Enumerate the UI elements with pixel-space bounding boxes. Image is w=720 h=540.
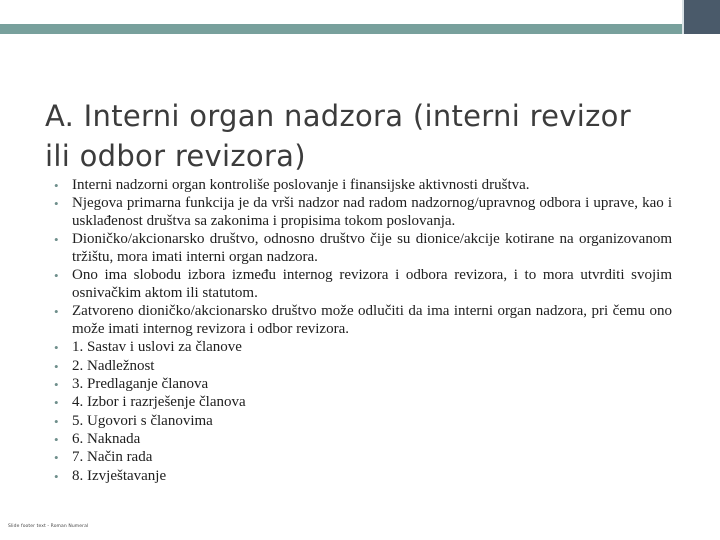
list-item-text: 5. Ugovori s članovima — [72, 412, 213, 429]
bullet-icon: • — [54, 376, 59, 392]
bullet-icon: • — [54, 232, 59, 248]
list-item — [52, 358, 672, 376]
list-item — [52, 431, 672, 449]
bullet-icon: • — [54, 450, 59, 466]
corner-divider — [682, 0, 684, 34]
list-item — [52, 413, 672, 431]
bullet-icon: • — [54, 432, 59, 448]
list-item-text: 2. Nadležnost — [72, 357, 155, 374]
bullet-icon: • — [54, 268, 59, 284]
list-item — [52, 376, 672, 394]
bullet-icon: • — [54, 468, 59, 484]
list-item-text: Dioničko/akcionarsko društvo, odnosno društvo čije su dionice/akcije kotirane na organizovanom tržištu, mora imati interni organ nadzora. — [72, 231, 672, 265]
list-item — [52, 339, 672, 357]
list-item-text: Interni nadzorni organ kontroliše poslovanje i finansijske aktivnosti društva. — [72, 176, 530, 193]
list-item — [52, 231, 672, 266]
slide-footer: Slide footer text - Roman Numeral — [8, 524, 89, 529]
bullet-list — [52, 176, 672, 485]
list-item-text: 8. Izvještavanje — [72, 467, 167, 484]
list-item-text: Njegova primarna funkcija je da vrši nadzor nad radom nadzornog/upravnog odbora i uprave, kao i usklađenost društva sa zakonima i propisima tokom poslovanja. — [72, 195, 672, 229]
list-item — [52, 303, 672, 338]
list-item-text: 3. Predlaganje članova — [72, 375, 209, 392]
list-item-text: 4. Izbor i razrješenje članova — [72, 394, 246, 411]
list-item — [52, 468, 672, 486]
slide-title: A. Interni organ nadzora (interni revizor ili odbor revizora) — [45, 99, 631, 173]
list-item — [52, 449, 672, 467]
list-item-text: 1. Sastav i uslovi za članove — [72, 339, 242, 356]
list-item — [52, 177, 672, 195]
bullet-icon: • — [54, 358, 59, 374]
list-item-text: Ono ima slobodu izbora između internog revizora i odbora revizora, i to mora utvrditi svojim osnivačkim aktom ili statutom. — [72, 267, 672, 301]
list-item-text: Zatvoreno dioničko/akcionarsko društvo može odlučiti da ima interni organ nadzora, pri čemu ono može imati internog revizora i odbor revizora. — [72, 303, 672, 337]
list-item — [52, 394, 672, 412]
bullet-icon: • — [54, 177, 59, 193]
list-item-text: 6. Naknada — [72, 431, 141, 448]
corner-block — [682, 0, 720, 34]
bullet-icon: • — [54, 395, 59, 411]
bullet-icon: • — [54, 413, 59, 429]
list-item — [52, 195, 672, 230]
top-decoration-bar — [0, 0, 720, 38]
bullet-icon: • — [54, 196, 59, 212]
bullet-icon: • — [54, 304, 59, 320]
list-item — [52, 267, 672, 302]
bullet-icon: • — [54, 340, 59, 356]
list-item-text: 7. Način rada — [72, 449, 153, 466]
accent-stripe — [0, 24, 682, 34]
